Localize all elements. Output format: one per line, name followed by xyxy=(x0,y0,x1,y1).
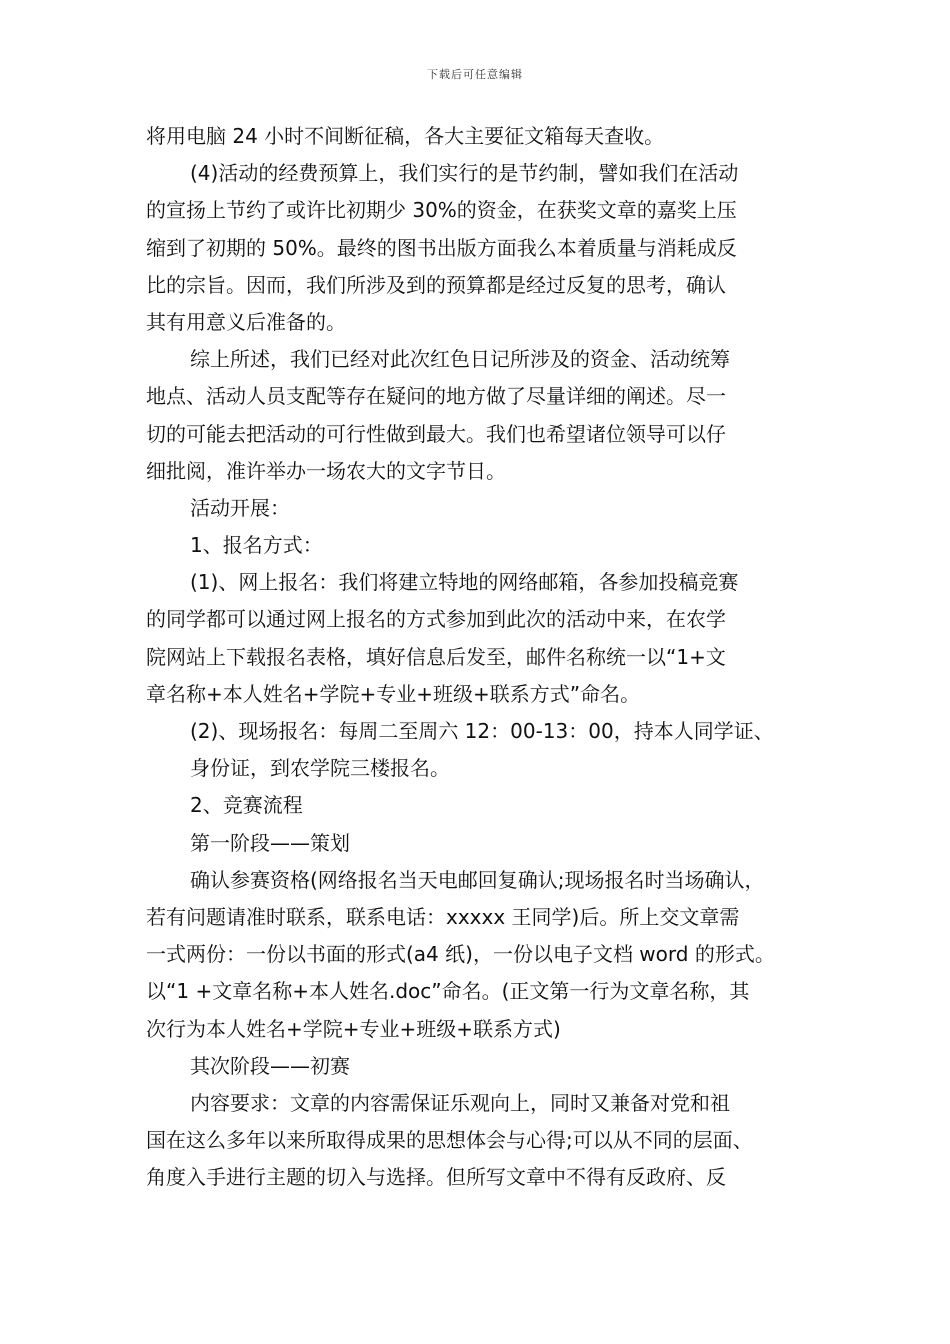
paragraph-line: 比的宗旨。因而，我们所涉及到的预算都是经过反复的思考，确认 xyxy=(146,272,726,297)
paragraph-start-line: 确认参赛资格(网络报名当天电邮回复确认;现场报名时当场确认， xyxy=(190,867,765,892)
paragraph-start-line: 综上所述，我们已经对此次红色日记所涉及的资金、活动统筹 xyxy=(190,347,730,372)
paragraph-start-line: 内容要求：文章的内容需保证乐观向上，同时又兼备对党和祖 xyxy=(190,1090,730,1115)
paragraph-line: 院网站上下载报名表格，填好信息后发至，邮件名称统一以“1+文 xyxy=(146,644,726,669)
paragraph-start-line: 身份证，到农学院三楼报名。 xyxy=(190,756,450,781)
paragraph-start-line: 活动开展： xyxy=(190,495,290,520)
page-header: 下载后可任意编辑 xyxy=(427,68,523,81)
paragraph-line: 以“1 +文章名称+本人姓名.doc”命名。(正文第一行为文章名称，其 xyxy=(146,979,750,1004)
paragraph-line: 其有用意义后准备的。 xyxy=(146,309,346,334)
paragraph-line: 地点、活动人员支配等存在疑问的地方做了尽量详细的阐述。尽一 xyxy=(146,384,726,409)
paragraph-line: 次行为本人姓名+学院+专业+班级+联系方式) xyxy=(146,1016,561,1041)
paragraph-line: 细批阅，准许举办一场农大的文字节日。 xyxy=(146,458,506,483)
paragraph-start-line: 其次阶段——初赛 xyxy=(190,1053,350,1078)
paragraph-start-line: (4)活动的经费预算上，我们实行的是节约制，譬如我们在活动 xyxy=(190,161,739,186)
paragraph-line: 将用电脑 24 小时不间断征稿，各大主要征文箱每天查收。 xyxy=(146,124,665,148)
paragraph-line: 章名称+本人姓名+学院+专业+班级+联系方式”命名。 xyxy=(146,681,641,706)
paragraph-line: 切的可能去把活动的可行性做到最大。我们也希望诸位领导可以仔 xyxy=(146,421,726,446)
paragraph-start-line: (1)、网上报名：我们将建立特地的网络邮箱，各参加投稿竞赛 xyxy=(190,570,739,595)
paragraph-line: 一式两份：一份以书面的形式(a4 纸)，一份以电子文档 word 的形式。 xyxy=(146,942,775,967)
paragraph-start-line: (2)、现场报名：每周二至周六 12：00-13：00，持本人同学证、 xyxy=(190,719,774,743)
paragraph-start-line: 1、报名方式： xyxy=(190,533,323,558)
paragraph-line: 国在这么多年以来所取得成果的思想体会与心得;可以从不同的层面、 xyxy=(146,1128,753,1153)
paragraph-line: 角度入手进行主题的切入与选择。但所写文章中不得有反政府、反 xyxy=(146,1165,726,1190)
paragraph-start-line: 2、竞赛流程 xyxy=(190,793,303,818)
paragraph-line: 的宣扬上节约了或许比初期少 30%的资金，在获奖文章的嘉奖上压 xyxy=(146,198,737,223)
document-body xyxy=(146,118,814,1196)
paragraph-start-line: 第一阶段——策划 xyxy=(190,830,350,855)
paragraph-line: 缩到了初期的 50%。最终的图书出版方面我么本着质量与消耗成反 xyxy=(146,235,737,260)
paragraph-line: 的同学都可以通过网上报名的方式参加到此次的活动中来，在农学 xyxy=(146,607,726,632)
paragraph-line: 若有问题请准时联系，联系电话：xxxxx 王同学)后。所上交文章需 xyxy=(146,904,740,929)
